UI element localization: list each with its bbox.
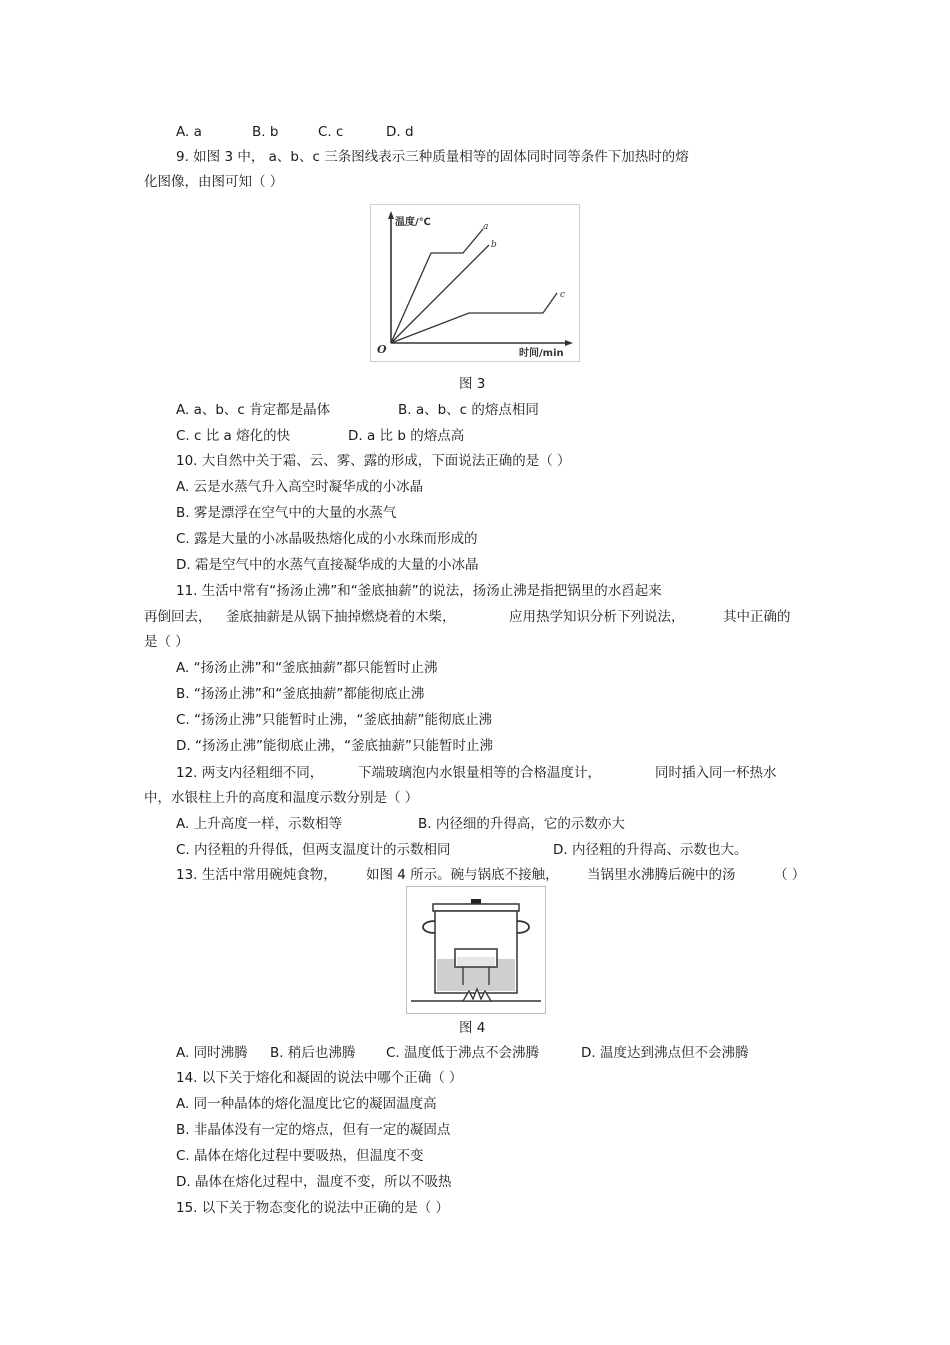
q12-option-a: A. 上升高度一样，示数相等 (176, 816, 343, 832)
q11-stem-line2-part4: 其中正确的 (723, 609, 791, 625)
q12-stem-line2: 中，水银柱上升的高度和温度示数分别是（ ） (144, 790, 419, 806)
q12-option-d: D. 内径粗的升得高、示数也大。 (553, 842, 748, 858)
q13-option-d: D. 温度达到沸点但不会沸腾 (581, 1045, 749, 1061)
y-axis-arrow (388, 211, 394, 219)
q11-stem-line2-part1: 再倒回去， (144, 609, 212, 625)
q14-option-c: C. 晶体在熔化过程中要吸热，但温度不变 (176, 1148, 424, 1164)
q14-stem: 14. 以下关于熔化和凝固的说法中哪个正确（ ） (176, 1070, 463, 1086)
q8-option-a: A. a (176, 124, 202, 140)
q11-option-a: A. “扬汤止沸”和“釜底抽薪”都只能暂时止沸 (176, 660, 438, 676)
x-axis-label: 时间/min (519, 348, 564, 359)
q12-stem-line1-part1: 12. 两支内径粗细不同， (176, 765, 324, 781)
figure-3-caption: 图 3 (459, 376, 486, 392)
q8-option-b: B. b (252, 124, 279, 140)
figure-3-melting-graph (370, 204, 580, 362)
q11-option-c: C. “扬汤止沸”只能暂时止沸，“釜底抽薪”能彻底止沸 (176, 712, 492, 728)
q13-stem-part4: （ ） (774, 867, 806, 883)
q8-option-d: D. d (386, 124, 414, 140)
pot-handle-right (517, 921, 529, 933)
q12-stem-line1-part3: 同时插入同一杯热水 (655, 765, 777, 781)
q13-option-c: C. 温度低于沸点不会沸腾 (386, 1045, 540, 1061)
q10-stem: 10. 大自然中关于霜、云、雾、露的形成，下面说法正确的是（ ） (176, 453, 571, 469)
curve-b (391, 245, 489, 343)
q11-option-b: B. “扬汤止沸”和“釜底抽薪”都能彻底止沸 (176, 686, 425, 702)
x-axis-arrow (565, 340, 573, 346)
q10-option-d: D. 霜是空气中的水蒸气直接凝华成的大量的小冰晶 (176, 557, 479, 573)
q9-stem-line1: 9. 如图 3 中， a、b、c 三条图线表示三种质量相等的固体同时同等条件下加热时的熔 (176, 149, 689, 165)
pot-lid (433, 904, 519, 911)
y-axis-label: 温度/℃ (395, 217, 431, 228)
curve-a-label: a (483, 222, 489, 232)
q9-option-a: A. a、b、c 肯定都是晶体 (176, 402, 331, 418)
figure-4-pot-diagram (406, 886, 546, 1014)
q11-stem-line1: 11. 生活中常有“扬汤止沸”和“釜底抽薪”的说法，扬汤止沸是指把锅里的水舀起来 (176, 583, 662, 599)
q13-option-b: B. 稍后也沸腾 (270, 1045, 356, 1061)
figure-3-svg (371, 205, 579, 361)
q13-stem-part3: 当锅里水沸腾后碗中的汤 (587, 867, 736, 883)
q10-option-a: A. 云是水蒸气升入高空时凝华成的小冰晶 (176, 479, 424, 495)
q11-option-d: D. “扬汤止沸”能彻底止沸，“釜底抽薪”只能暂时止沸 (176, 738, 493, 754)
q12-option-b: B. 内径细的升得高，它的示数亦大 (418, 816, 625, 832)
q12-stem-line1-part2: 下端玻璃泡内水银量相等的合格温度计， (358, 765, 601, 781)
q10-option-c: C. 露是大量的小冰晶吸热熔化成的小水珠而形成的 (176, 531, 478, 547)
origin-label: O (377, 343, 387, 356)
q13-stem-part1: 13. 生活中常用碗炖食物， (176, 867, 337, 883)
q13-stem-part2: 如图 4 所示。碗与锅底不接触， (366, 867, 559, 883)
q14-option-d: D. 晶体在熔化过程中，温度不变，所以不吸热 (176, 1174, 452, 1190)
pot-handle-left (423, 921, 435, 933)
q13-option-a: A. 同时沸腾 (176, 1045, 248, 1061)
q9-option-d: D. a 比 b 的熔点高 (348, 428, 465, 444)
q14-option-b: B. 非晶体没有一定的熔点，但有一定的凝固点 (176, 1122, 451, 1138)
figure-4-svg (407, 887, 545, 1013)
q12-option-c: C. 内径粗的升得低，但两支温度计的示数相同 (176, 842, 451, 858)
bowl-soup (457, 957, 495, 966)
q10-option-b: B. 雾是漂浮在空气中的大量的水蒸气 (176, 505, 397, 521)
q11-stem-line2-part3: 应用热学知识分析下列说法， (509, 609, 685, 625)
q15-stem: 15. 以下关于物态变化的说法中正确的是（ ） (176, 1200, 450, 1216)
q11-stem-line3: 是（ ） (144, 634, 189, 650)
q9-stem-line2: 化图像，由图可知（ ） (144, 174, 284, 190)
figure-4-caption: 图 4 (459, 1020, 486, 1036)
q11-stem-line2-part2: 釜底抽薪是从锅下抽掉燃烧着的木柴， (226, 609, 456, 625)
q9-option-c: C. c 比 a 熔化的快 (176, 428, 291, 444)
q9-option-b: B. a、b、c 的熔点相同 (398, 402, 539, 418)
q14-option-a: A. 同一种晶体的熔化温度比它的凝固温度高 (176, 1096, 437, 1112)
q8-option-c: C. c (318, 124, 344, 140)
curve-b-label: b (491, 240, 497, 250)
curve-c-label: c (560, 290, 566, 300)
